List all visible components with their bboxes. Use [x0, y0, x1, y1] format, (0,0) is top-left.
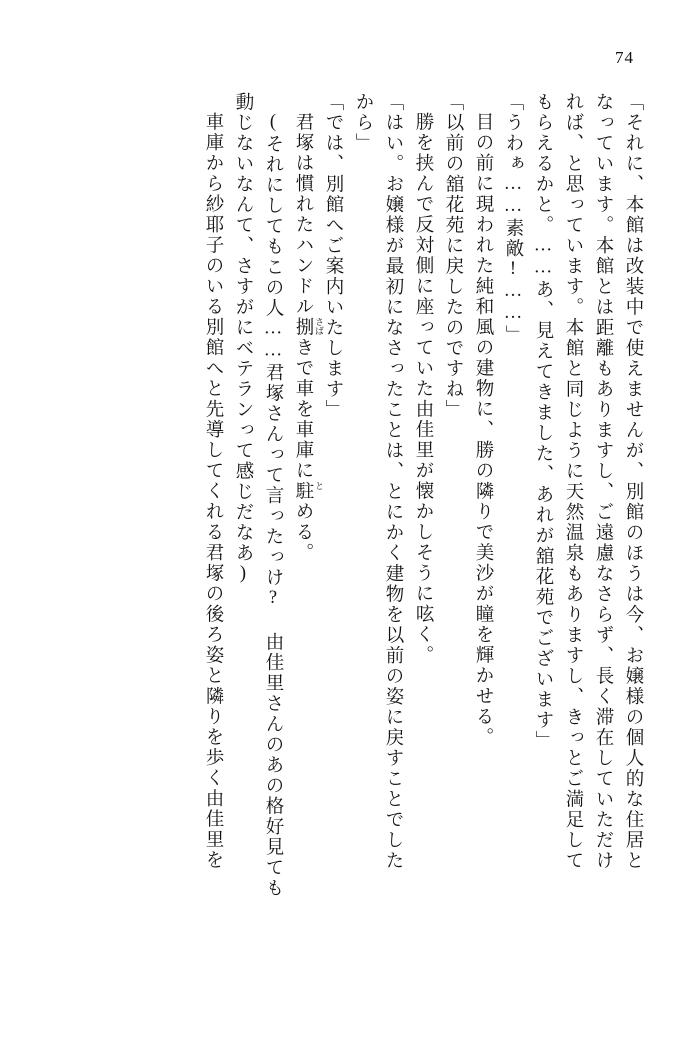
text-line: 「では、別館へご案内いたします」: [323, 92, 343, 420]
text-line: れば、と思っています。本館と同じように天然温泉もありますし、きっとご満足して: [563, 92, 583, 871]
text-line: 車庫から紗耶子のいる別館へと先導してくれる君塚の後ろ姿と隣りを歩く由佳里を: [203, 112, 223, 871]
ruby-annotation: さば: [314, 317, 324, 335]
ruby-annotation: と: [314, 481, 324, 490]
page-number: 74: [615, 48, 634, 67]
text-line: から」: [353, 92, 373, 154]
text-line: もらえるかと。……あ、見えてきました、あれが舘花苑でございます」: [533, 92, 553, 751]
text-line: 「はい。お嬢様が最初になさったことは、とにかく建物を以前の姿に戻すことでした: [383, 92, 403, 871]
text-line: 「それに、本館は改装中で使えませんが、別館のほうは今、お嬢様の個人的な住居と: [623, 92, 643, 871]
text-line: 君塚は慣れたハンドル捌 さば きで車を車庫に駐 と める。: [293, 112, 324, 563]
text-line: なっています。本館とは距離もありますし、ご遠慮なさらず、長く滞在していただけ: [593, 92, 613, 871]
ruby-base: 捌 さば: [293, 317, 324, 338]
text-line: (それにしてもこの人……君塚さんって言ったっけ? 由佳里さんのあの格好見ても: [263, 112, 283, 899]
text-line: 勝を挟んで反対側に座っていた由佳里が懐かしそうに呟く。: [413, 112, 433, 666]
text-line: 目の前に現われた純和風の建物に、勝の隣りで美沙が瞳を輝かせる。: [473, 112, 493, 748]
text-line: 動じないなんて、さすがにベテランって感じだなあ): [233, 92, 253, 586]
text-line: 「以前の舘花苑に戻したのですね」: [443, 92, 463, 420]
text-line: 「うわぁ……素敵!……」: [503, 92, 523, 346]
ruby-base: 駐 と: [293, 481, 324, 502]
vertical-text-block: [52, 92, 642, 1014]
